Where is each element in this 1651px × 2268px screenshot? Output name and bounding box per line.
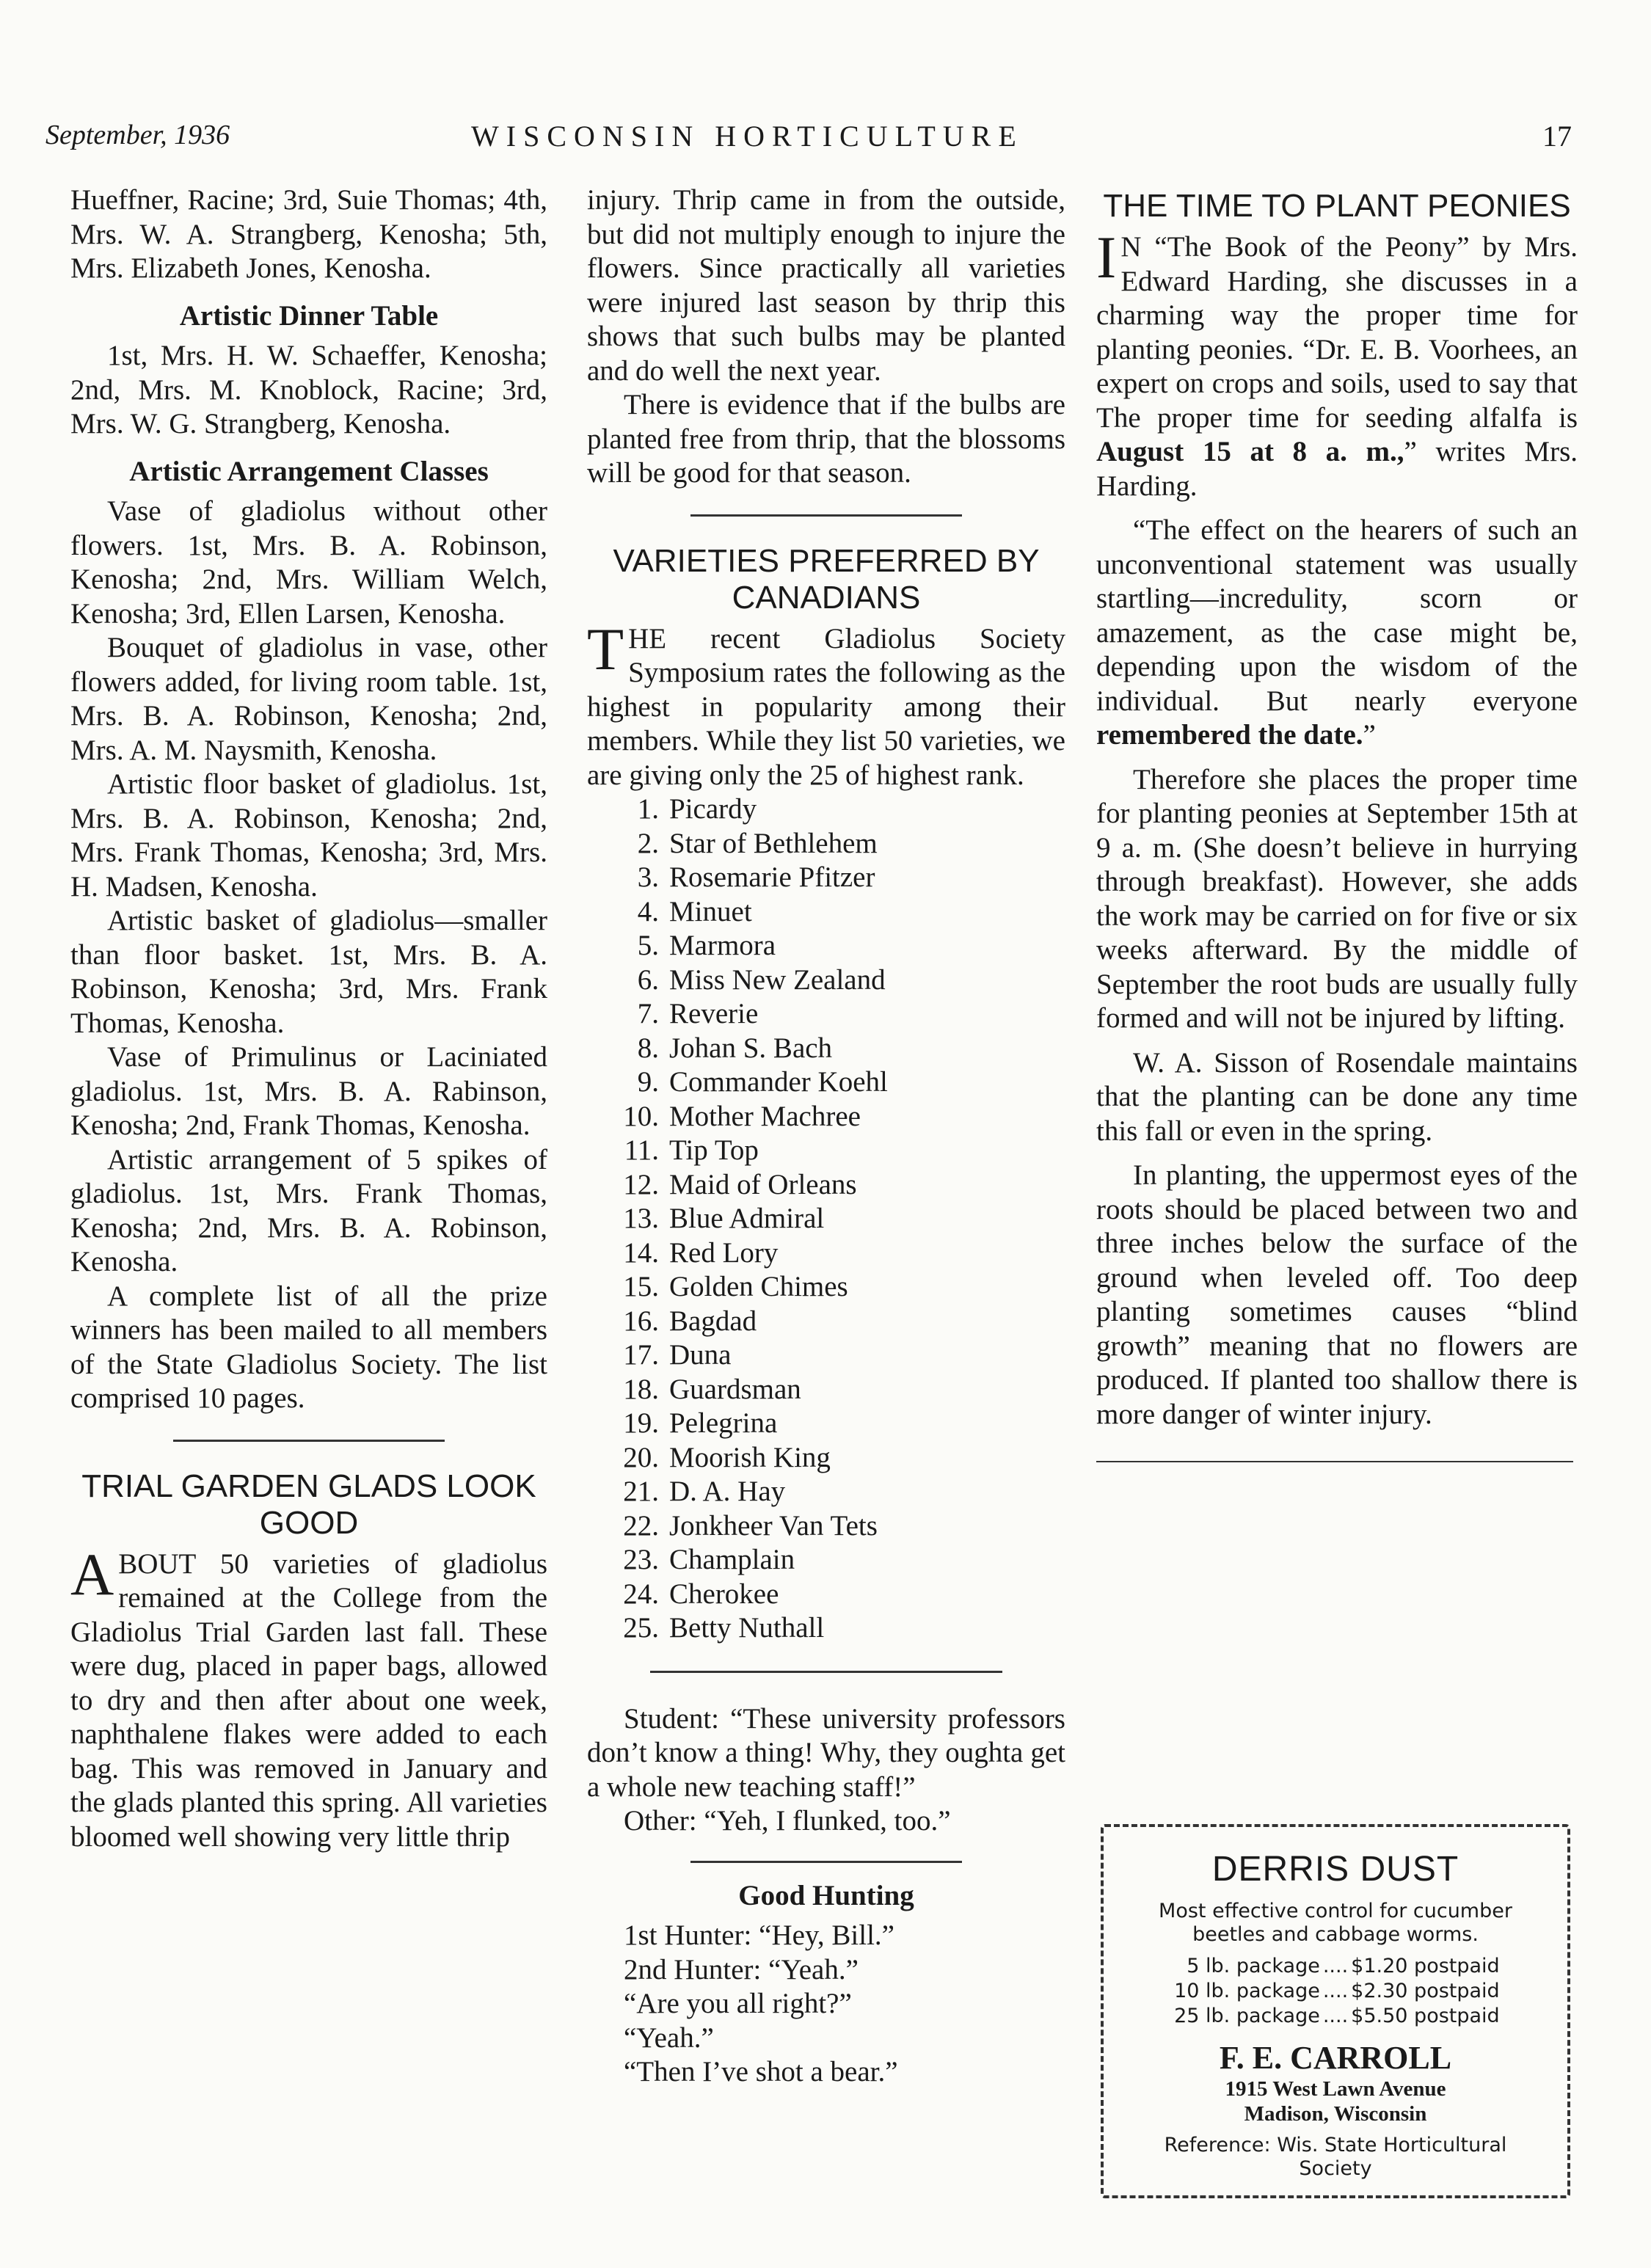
package-size: 5 lb. package (1187, 1955, 1320, 1977)
ad-address-street: 1915 West Lawn Avenue (1225, 2077, 1446, 2101)
variety-name: Star of Bethlehem (669, 827, 878, 859)
variety-name: Reverie (669, 998, 759, 1029)
ad-title: DERRIS DUST (1211, 1850, 1459, 1889)
drop-cap: T (587, 615, 624, 682)
ad-price-row (1104, 2004, 1567, 2029)
hunting-line: “Yeah.” (624, 2021, 714, 2054)
variety-rank: 10. (623, 1100, 659, 1132)
peony-book-text (1096, 224, 1578, 503)
variety-name: Duna (669, 1339, 732, 1371)
variety-rank: 18. (623, 1373, 659, 1405)
package-price: $1.20 postpaid (1351, 1955, 1500, 1977)
page-header (45, 119, 1572, 163)
variety-item (587, 997, 1065, 1032)
variety-rank: 21. (623, 1476, 659, 1507)
peonies-heading: THE TIME TO PLANT PEONIES (1103, 188, 1571, 224)
variety-item (587, 1134, 1065, 1168)
package-price: $5.50 postpaid (1351, 2005, 1500, 2027)
variety-name: Mother Machree (669, 1100, 861, 1132)
variety-item (587, 963, 1065, 998)
primulinus-winners: Vase of Primulinus or Laciniated gladiolus. 1st, Mrs. B. A. Rabinson, Kenosha; 2nd, Frank Thomas, Kenosha. (70, 1041, 547, 1141)
variety-item (587, 1270, 1065, 1305)
student-joke: Student: “These university professors don’t know a thing! Why, they oughta get a whole new teaching staff!” (587, 1702, 1065, 1803)
variety-name: Commander Koehl (669, 1066, 888, 1098)
column-left (70, 183, 547, 1854)
variety-name: Cherokee (669, 1578, 779, 1610)
variety-rank: 15. (623, 1271, 659, 1302)
variety-rank: 13. (623, 1203, 659, 1234)
variety-name: Bagdad (669, 1305, 757, 1337)
variety-item (587, 1475, 1065, 1509)
section-divider (690, 514, 962, 517)
variety-rank: 8. (637, 1032, 659, 1064)
spikes-winners: Artistic arrangement of 5 spikes of gladiolus. 1st, Mrs. Frank Thomas, Kenosha; 2nd, Mrs. B. A. Robinson, Kenosha. (70, 1143, 547, 1277)
variety-name: D. A. Hay (669, 1476, 786, 1507)
ad-reference: Reference: Wis. State Horticultural Society (1164, 2134, 1507, 2180)
variety-rank: 22. (623, 1509, 659, 1542)
variety-rank: 7. (637, 998, 659, 1029)
variety-rank: 16. (623, 1305, 659, 1337)
variety-rank: 6. (637, 963, 659, 996)
variety-rank: 11. (624, 1134, 659, 1166)
heading-arrangement-classes: Artistic Arrangement Classes (129, 455, 489, 487)
variety-item (587, 1578, 1065, 1612)
variety-rank: 9. (637, 1066, 659, 1098)
variety-rank: 24. (623, 1578, 659, 1610)
varieties-heading: VARIETIES PREFERRED BY CANADIANS (613, 542, 1040, 616)
drop-cap: A (70, 1540, 114, 1608)
derris-dust-advertisement (1101, 1824, 1570, 2198)
vase-winners: Vase of gladiolus without other flowers. 1st, Mrs. B. A. Robinson, Kenosha; 2nd, Mrs. William Welch, Kenosha; 3rd, Ellen Larsen, Kenosha. (70, 495, 547, 630)
variety-item (587, 1441, 1065, 1476)
peony-book-body: N “The Book of the Peony” by Mrs. Edward Harding, she discusses in a charming way the proper time for planting peonies. “Dr. E. B. Voorhees, an expert on crops and soils, used to say that The proper time for seeding alfalfa is (1096, 231, 1578, 434)
variety-name: Tip Top (669, 1134, 759, 1166)
magazine-title: WISCONSIN HORTICULTURE (471, 120, 1024, 153)
variety-name: Picardy (669, 793, 757, 825)
ad-price-row (1104, 1979, 1567, 2004)
thrip-evidence: There is evidence that if the bulbs are planted free from thrip, that the blossoms will be good for that season. (587, 389, 1065, 489)
variety-name: Champlain (669, 1544, 795, 1575)
column-middle (587, 183, 1065, 2090)
variety-item (587, 1168, 1065, 1203)
effect-text (1096, 514, 1578, 753)
sisson-text: W. A. Sisson of Rosendale maintains that the planting can be done any time this fall or even in the spring. (1096, 1046, 1578, 1147)
variety-item (587, 1305, 1065, 1339)
variety-rank: 1. (637, 793, 659, 825)
trial-garden-body: BOUT 50 varieties of gladiolus remained at the College from the Gladiolus Trial Garden last fall. These were dug, placed in paper bags, allowed to dry and then after about one week, naphthalene flakes were added to each bag. This was removed in January and the glads planted this spring. All varieties bloomed well showing very little thrip (70, 1547, 547, 1853)
variety-rank: 14. (623, 1236, 659, 1269)
complete-list-note: A complete list of all the prize winners has been mailed to all members of the State Gladiolus Society. The list comprised 10 pages. (70, 1280, 547, 1414)
hunting-line: “Are you all right?” (624, 1988, 852, 2019)
hunting-dialogue (587, 1919, 1065, 2090)
package-size: 25 lb. package (1174, 2005, 1320, 2027)
hunting-heading: Good Hunting (738, 1879, 914, 1911)
package-size: 10 lb. package (1174, 1980, 1320, 2002)
variety-rank: 23. (623, 1544, 659, 1575)
variety-item (587, 861, 1065, 895)
variety-name: Maid of Orleans (669, 1168, 857, 1200)
leader-dots: .... (1322, 1980, 1349, 2002)
drop-cap: I (1096, 224, 1117, 291)
column-right (1096, 183, 1578, 1462)
section-divider (173, 1440, 445, 1442)
section-divider (1096, 1461, 1573, 1462)
variety-rank: 19. (623, 1407, 659, 1439)
variety-rank: 17. (623, 1339, 659, 1371)
effect-end: ” (1363, 719, 1376, 751)
variety-item (587, 827, 1065, 861)
variety-item (587, 1407, 1065, 1441)
variety-rank: 2. (637, 827, 659, 859)
variety-name: Minuet (669, 895, 752, 927)
variety-rank: 5. (637, 930, 659, 961)
floor-basket-winners: Artistic floor basket of gladiolus. 1st, Mrs. B. A. Robinson, Kenosha; 2nd, Mrs. Frank Thomas, Kenosha; 3rd, Mrs. H. Madsen, Kenosha. (70, 768, 547, 903)
variety-item (587, 792, 1065, 827)
variety-name: Guardsman (669, 1373, 801, 1405)
hunting-line: 1st Hunter: “Hey, Bill.” (624, 1919, 894, 1951)
ad-price-row (1104, 1954, 1567, 1979)
variety-item (587, 1202, 1065, 1236)
section-divider (650, 1671, 1002, 1673)
ad-address-city: Madison, Wisconsin (1244, 2102, 1427, 2126)
variety-name: Betty Nuthall (669, 1612, 825, 1644)
variety-rank: 20. (623, 1441, 659, 1473)
package-price: $2.30 postpaid (1351, 1980, 1500, 2002)
variety-name: Red Lory (669, 1236, 779, 1269)
thrip-continued: injury. Thrip came in from the outside, but did not multiply enough to injure the flowers. Since practically all varieties were injured last season by thrip this shows that such bulbs may be planted and do well the next year. (587, 184, 1065, 387)
hunting-line: 2nd Hunter: “Yeah.” (624, 1953, 859, 1986)
variety-item (587, 1373, 1065, 1407)
other-joke: Other: “Yeh, I flunked, too.” (624, 1805, 951, 1837)
varieties-intro (587, 615, 1065, 793)
variety-name: Marmora (669, 930, 776, 961)
hunting-line: “Then I’ve shot a bear.” (624, 2056, 898, 2087)
ad-description: Most effective control for cucumber beetles and cabbage worms. (1159, 1900, 1512, 1946)
variety-item (587, 1236, 1065, 1271)
variety-rank: 25. (623, 1612, 659, 1644)
varieties-list (587, 792, 1065, 1646)
variety-item (587, 1338, 1065, 1373)
variety-item (587, 929, 1065, 963)
ad-price-list (1104, 1954, 1567, 2029)
variety-name: Rosemarie Pfitzer (669, 861, 875, 893)
dinner-table-winners: 1st, Mrs. H. W. Schaeffer, Kenosha; 2nd, Mrs. M. Knoblock, Racine; 3rd, Mrs. W. G. Strangberg, Kenosha. (70, 340, 547, 440)
variety-rank: 12. (623, 1168, 659, 1200)
variety-name: Pelegrina (669, 1407, 778, 1439)
variety-item (587, 1611, 1065, 1646)
variety-item (587, 1032, 1065, 1066)
variety-item (587, 1065, 1065, 1100)
variety-rank: 3. (637, 861, 659, 893)
trial-garden-heading: TRIAL GARDEN GLADS LOOK GOOD (81, 1467, 536, 1541)
leader-dots: .... (1322, 1955, 1349, 1977)
variety-item (587, 1509, 1065, 1544)
planting-text: In planting, the uppermost eyes of the roots should be placed between two and three inches below the surface of the ground when leveled off. Too deep planting sometimes causes “blind growth” meaning that no flowers are produced. If planted too shallow there is more danger of winter injury. (1096, 1159, 1578, 1430)
variety-name: Blue Admiral (669, 1203, 825, 1234)
peony-book-end: ” writes Mrs. Harding. (1096, 436, 1578, 502)
variety-name: Moorish King (669, 1441, 831, 1473)
effect-body: “The effect on the hearers of such an unconventional statement was usually startling—incredulity, scorn or amazement, as the case might be, depending upon the wisdom of the individual. But nearly everyone (1096, 514, 1578, 717)
bouquet-winners: Bouquet of gladiolus in vase, other flowers added, for living room table. 1st, Mrs. B. A. Robinson, Kenosha; 2nd, Mrs. A. M. Naysmith, Kenosha. (70, 632, 547, 766)
variety-rank: 4. (637, 895, 659, 927)
variety-item (587, 1100, 1065, 1134)
therefore-text: Therefore she places the proper time for planting peonies at September 15th at 9 a. m. (She doesn’t believe in hurrying through breakfast). However, she adds the work may be carried on for five or six weeks afterward. By the middle of September the root buds are usually fully formed and will not be injured by lifting. (1096, 763, 1578, 1034)
page-number: 17 (1542, 120, 1572, 153)
issue-date: September, 1936 (45, 120, 230, 150)
remembered-emphasis: remembered the date. (1096, 719, 1363, 751)
variety-name: Miss New Zealand (669, 963, 886, 996)
variety-item (587, 895, 1065, 930)
trial-garden-text (70, 1540, 547, 1855)
heading-dinner-table: Artistic Dinner Table (179, 299, 439, 332)
variety-name: Golden Chimes (669, 1271, 848, 1302)
leader-dots: .... (1322, 2005, 1349, 2027)
basket-winners: Artistic basket of gladiolus—smaller than floor basket. 1st, Mrs. B. A. Robinson, Kenosha; 3rd, Mrs. Frank Thomas, Kenosha. (70, 905, 547, 1039)
prize-winners-intro: Hueffner, Racine; 3rd, Suie Thomas; 4th, Mrs. W. A. Strangberg, Kenosha; 5th, Mrs. Elizabeth Jones, Kenosha. (70, 184, 547, 284)
variety-item (587, 1543, 1065, 1578)
varieties-intro-body: HE recent Gladiolus Society Symposium rates the following as the highest in popularity among their members. While they list 50 varieties, we are giving only the 25 of highest rank. (587, 622, 1065, 791)
variety-name: Jonkheer Van Tets (669, 1509, 878, 1542)
variety-name: Johan S. Bach (669, 1032, 833, 1064)
section-divider (690, 1861, 962, 1863)
planting-date-emphasis: August 15 at 8 a. m., (1096, 436, 1404, 467)
ad-seller: F. E. CARROLL (1219, 2040, 1452, 2076)
